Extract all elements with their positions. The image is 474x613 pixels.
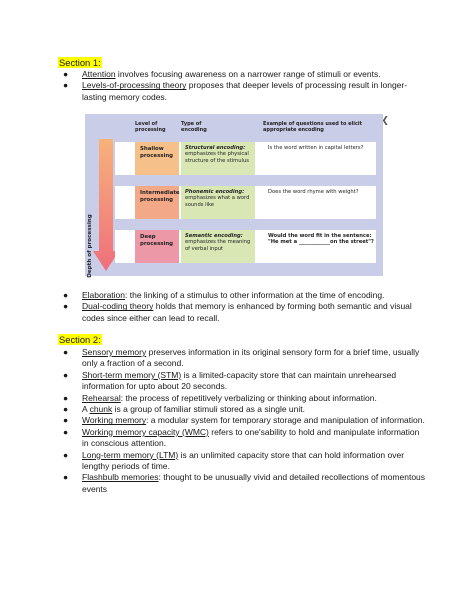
definition-text: : thought to be unusually vivid and detailed recollections of momentous events <box>82 472 426 494</box>
definition-text: involves focusing awareness on a narrower range of stimuli or events. <box>115 69 381 79</box>
bullet-icon: ● <box>63 404 69 415</box>
list-item <box>58 472 428 495</box>
term-flashbulb: Flashbulb memories <box>82 472 159 483</box>
list-item <box>58 404 428 415</box>
bullet-icon: ● <box>63 80 69 91</box>
list-item <box>58 290 428 301</box>
section-2-list <box>58 347 428 495</box>
encoding-desc: emphasizes the physical structure of the stimulus <box>185 151 249 164</box>
level-intermediate: Intermediate processing <box>135 186 179 219</box>
term-attention: Attention <box>82 69 116 79</box>
list-item <box>58 370 428 393</box>
list-item <box>58 427 428 450</box>
header-level: Level of processing <box>135 121 166 133</box>
bullet-icon: ● <box>63 449 69 460</box>
bullet-icon: ● <box>63 301 69 312</box>
header-encoding: Type of encoding <box>181 121 207 133</box>
definition-text: : the process of repetitively verbalizing or thinking about information. <box>120 392 377 403</box>
term-dual-coding: Dual-coding theory <box>82 301 154 312</box>
encoding-title: Semantic encoding: <box>185 233 243 239</box>
header-questions: Example of questions used to elicit appropriate encoding <box>263 121 363 133</box>
encoding-structural <box>181 142 255 175</box>
question-shallow: Is the word written in capital letters? <box>268 145 364 151</box>
bullet-icon: ● <box>63 415 69 426</box>
definition-text: proposes that deeper levels of processing result in longer-lasting memory codes. <box>82 80 408 102</box>
list-item <box>58 69 428 80</box>
levels-of-processing-figure <box>85 114 389 278</box>
level-deep: Deep processing <box>135 230 179 263</box>
encoding-desc: emphasizes the meaning of verbal input <box>185 239 251 252</box>
list-item <box>58 450 428 473</box>
term-elaboration: Elaboration <box>82 290 126 300</box>
definition-text: is a group of familiar stimuli stored as a single unit. <box>112 404 306 415</box>
term-stm: Short-term memory (STM) <box>82 369 182 380</box>
definition-text: is a limited-capacity store that can maintain unrehearsed information for upto about 20 seconds. <box>82 369 397 392</box>
bullet-icon: ● <box>63 392 69 403</box>
list-item <box>58 347 428 370</box>
axis-label-depth: Depth of processing <box>87 214 93 278</box>
encoding-phonemic <box>181 186 255 219</box>
definition-text: preserves information in its original sensory form for a brief time, usually only a fraction of a second. <box>82 347 420 369</box>
definition-text: holds that memory is enhanced by forming both semantic and visual codes since either can lead to recall. <box>82 301 412 323</box>
bullet-icon: ● <box>63 472 69 483</box>
term-working-memory: Working memory <box>82 415 147 426</box>
definition-text: : a modular system for temporary storage and manipulation of information. <box>146 415 425 426</box>
list-item <box>58 80 428 103</box>
section-1-title: Section 1: <box>59 57 101 68</box>
encoding-semantic <box>181 230 255 263</box>
prefix-text: A <box>82 404 90 415</box>
bullet-icon: ● <box>63 369 69 380</box>
definition-text: : the linking of a stimulus to other information at the time of encoding. <box>125 290 385 300</box>
bullet-icon: ● <box>63 290 69 300</box>
definition-text: refers to one'sability to hold and manipulate information in conscious attention. <box>82 426 420 449</box>
section-2-title: Section 2: <box>59 334 101 345</box>
term-levels-of-processing: Levels-of-processing theory <box>82 80 187 91</box>
section-1-list-top <box>58 69 428 103</box>
corner-mark-icon: ❮ <box>381 116 389 126</box>
bullet-icon: ● <box>63 347 69 357</box>
list-item <box>58 393 428 404</box>
question-intermediate: Does the word rhyme with weight? <box>268 189 359 195</box>
term-ltm: Long-term memory (LTM) <box>82 449 179 460</box>
term-sensory-memory: Sensory memory <box>82 347 147 357</box>
term-chunk: chunk <box>89 404 113 415</box>
encoding-desc: emphasizes what a word sounds like <box>185 195 250 208</box>
section-1-list-bottom <box>58 290 428 324</box>
term-wmc: Working memory capacity (WMC) <box>82 426 209 437</box>
list-item <box>58 415 428 426</box>
bullet-icon: ● <box>63 69 69 79</box>
term-rehearsal: Rehearsal <box>82 392 121 403</box>
bullet-icon: ● <box>63 426 69 437</box>
encoding-title: Phonemic encoding: <box>185 189 245 195</box>
encoding-title: Structural encoding: <box>185 145 246 151</box>
definition-text: is an unlimited capacity store that can hold information over lengthy periods of time. <box>82 449 405 472</box>
question-deep: Would the word fit in the sentence: "He met a ____________on the street"? <box>268 233 374 246</box>
list-item <box>58 301 428 324</box>
level-shallow: Shallow processing <box>135 142 179 175</box>
